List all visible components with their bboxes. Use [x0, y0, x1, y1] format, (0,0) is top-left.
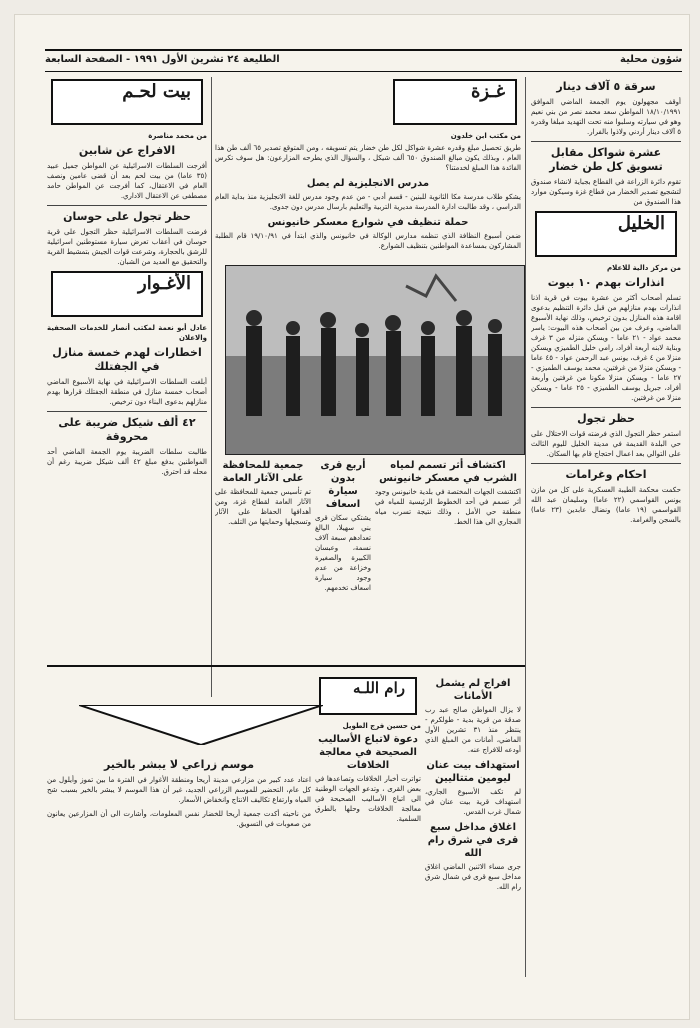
section-label-jordan-valley: الأغـوار: [138, 273, 191, 294]
headline-sentences: احكام وغرامات: [565, 468, 647, 481]
section-label-gaza: غـزة: [470, 81, 505, 102]
article-season-body: اعتاد عدد كبير من مزارعي مدينة أريحا ومنطقة الأغوار في الفترة ما بين تموز وأيلول من كل عام، التحضير للموسم الزراعي الجديد، غير أن هذا الموسم لا يبشر بالخير بسبب شح المياه وارتفاع تكاليف الانتاج وانخفاض الأسعار.: [47, 776, 311, 804]
section-banner-bethlehem: [51, 79, 203, 125]
headline-season: موسم زراعي لا يبشر بالخير: [103, 758, 255, 771]
headline-beit-anan: استهداف بيت عنان ليومين متتاليين: [426, 760, 520, 784]
ramallah-article: [315, 675, 421, 1005]
section-label-bethlehem: بيت لحـم: [122, 81, 191, 102]
headline-theft: سرقة ٥ آلاف دينار: [556, 80, 656, 93]
headline-vegetable-fee: عشرة شواكل مقابل تسويق كل طن خضار: [549, 146, 663, 173]
byline-abu-naama: عادل أبو نعمة لمكتب أنصار للخدمات الصحفية والاعلان: [47, 324, 207, 342]
cleaning-campaign-photo: [225, 265, 525, 455]
article-curfew-hebron-body: استمر حظر التجول الذي فرضته قوات الاحتلال على حي البلدة القديمة في مدينة الخليل لليوم الثالث على التوالي بعد اعمال احتجاج قام بها السكان.: [531, 430, 681, 458]
headline-demolition: انذارات بهدم ١٠ بيوت: [547, 276, 665, 289]
byline-ibn-khaldoun: من مكتب ابن خلدون: [450, 132, 521, 140]
headline-curfew-hebron: حظر تجول: [577, 412, 635, 425]
article-antiquities-body: تم تأسيس جمعية للمحافظة على الآثار العامة لقطاع غزة، ومن أهدافها الحفاظ على الآثار وتسجيلها وحمايتها من التلف.: [215, 488, 311, 526]
article-vegetable-fee-body: تقوم دائرة الزراعة في القطاع بجباية لانشاء صندوق لتشجيع تصدير الخضار من قطاع غزة وسيكون موارد هذا الصندوق من: [531, 178, 681, 206]
article-beit-anan-body: لم تكف الأسبوع الجاري، استهداف قرية بيت عنان في شمال غرب القدس.: [425, 788, 521, 816]
article-season-continued: من ناحيته أكدت جمعية أريحا للخضار نفس المعلومات، وأشارت الى أن المزارعين يعانون من صعوبات في التسويق.: [47, 810, 311, 828]
article-english-teacher-body: يشكو طلاب مدرسة مكا الثانوية للبنين - قسم أدبي - من عدم وجود مدرس للغة الانجليزية منذ بداية العام الدراسي ، وقد طالبت ادارة المدرسة مديرية التربية والتعليم بارسال مدرس دون جدوى.: [215, 193, 521, 211]
article-disputes-body: تواترت أخبار الخلافات وتصاعدها في بعض القرى ، وتدعو الجهات الوطنية الى اتباع الأساليب الصحيحة في معالجة الخلافات وحلها بالطرق السلمية.: [315, 775, 421, 823]
section-banner-jordan-valley: [51, 271, 203, 317]
water-poison-article: [375, 457, 521, 667]
article-theft-body: أوقف مجهولون يوم الجمعة الماضي الموافق ١٨/١٠/١٩٩١ المواطن سعد محمد نصر من بني نعيم وهو في سيارته وسلبوا منه تحت التهديد مبلغا وقدره ٥ آلاف دينار أردني ولاذوا بالفرار.: [531, 98, 681, 136]
right-column: [531, 77, 681, 977]
column-rule-left: [211, 77, 212, 697]
article-tax-body: طالبت سلطات الضريبة يوم الجمعة الماضي أحد المواطنين بدفع مبلغ ٤٢ ألف شيكل ضريبة رغم أن محله قد احترق.: [47, 448, 207, 476]
headline-disputes: دعوة لاتباع الأساليب الصحيحة في معالجة الخلافات: [318, 734, 418, 771]
bottom-band-rule: [47, 665, 525, 667]
headline-deposits: افراج لم يشمل الأمانات: [435, 678, 511, 702]
headline-village-closure: اغلاق مداخل سبع قرى في شرق رام الله: [427, 822, 519, 859]
column-rule: [525, 77, 526, 977]
section-name: شؤون محلية: [620, 54, 682, 65]
antiquities-article: [215, 457, 311, 667]
headline-water-poison: اكتشاف أثر تسمم لمياه الشرب في معسكر خانيونس: [379, 460, 517, 484]
agriculture-article: [47, 755, 311, 1005]
byline-manasra: من محمد مناصرة: [148, 132, 207, 140]
headline-tax: ٤٢ ألف شيكل ضريبة على محروقة: [58, 416, 196, 443]
newspaper-page: [14, 14, 690, 1020]
headline-jiftlik: اخطارات لهدم خمسة منازل في الجفتلك: [52, 346, 202, 373]
byline-dalia: من مركز دالية للاعلام: [607, 264, 681, 272]
headline-release: الافراج عن شابين: [78, 144, 176, 157]
section-banner-gaza: [393, 79, 517, 125]
article-village-closure-body: جرى مساء الاثنين الماضي اغلاق مداخل سبع قرى في شمال شرق رام الله.: [425, 863, 521, 891]
headline-curfew-husan: حظر تجول على حوسان: [63, 210, 191, 223]
section-banner-hebron: [535, 211, 677, 257]
article-release-body: أفرجت السلطات الاسرائيلية عن المواطن جميل عبيد (٣٥ عاما) من بيت لحم بعد أن قضى عامين ونصف العام في الاعتقال، كما أفرجت عن المواطن حامد مصطفى عن الاعتقال الاداري.: [47, 162, 207, 200]
article-curfew-husan-body: فرضت السلطات الاسرائيلية حظر التجول على قرية حوسان في أعقاب تعرض سيارة مستوطنين اسرائيلية للرشق بالحجارة، وشرعت قوات الجيش بتمشيط القرية والتحقيق مع العديد من الشبان.: [47, 228, 207, 266]
section-label-hebron: الخليل: [617, 213, 665, 234]
headline-cleaning-campaign: حملة تنظيف في شوارع معسكر خانيونس: [267, 217, 469, 228]
article-cleaning-body: ضمن أسبوع النظافة الذي تنظمه مدارس الوكالة في خانيونس والذي ابتدأ في ١٩/١٠/٩١ قام الطلبة المشاركون بمساعدة المواطنين بتنظيف الشوارع.: [215, 232, 521, 250]
article-sentences-body: حكمت محكمة الطيبة العسكرية على كل من مازن يونس القواسمي (٢٢ عاما) وسليمان عبد الله القواسمي (١٩ عاما) ونضال عابدين (٢٣ عاما) بالسجن والغرامة.: [531, 486, 681, 524]
article-jiftlik-body: أبلغت السلطات الاسرائيلية في نهاية الأسبوع الماضي أصحاب خمسة منازل في منطقة الجفتلك قرارها بهدم منازلهم بدعوى البناء دون ترخيص.: [47, 378, 207, 406]
page-folio: [45, 49, 682, 72]
headline-english-teacher: مدرس الانجليزية لم يصل: [306, 178, 430, 189]
section-label-ramallah: رام اللـه: [352, 679, 405, 697]
left-column: [47, 77, 207, 687]
edition-date: الطليعة ٢٤ تشرين الأول ١٩٩١ - الصفحة السابعة: [45, 54, 280, 65]
bottom-right-articles: [425, 675, 521, 1005]
article-fund-body: طريق تحصيل مبلغ وقدره عشرة شواكل لكل طن خضار يتم تسويقه ، ومن المتوقع تصدير ٦٥ ألف طن هذا العام ، وبذلك يكون مبالغ الصندوق ٦٥٠ ألف شيكل ، والسؤال الذي يطرحه المزارعون: هل سوف تكرس الفائدة هذا المبلغ لخدمتنا؟: [215, 144, 521, 172]
article-deposits-body: لا يزال المواطن صالح عبد رب صدقة من قرية بدية - طولكرم - ينتظر منذ ٣١ تشرين الأول الماضي، أمانات من المبلغ الذي أودعه للافراج عنه.: [425, 706, 521, 754]
article-demolition-body: تسلم أصحاب أكثر من عشرة بيوت في قرية اذنا انذارات بهدم منازلهم من قبل دائرة التنظيم بدعوى اقامة هذه المنازل بدون ترخيص، وذلك نهاية الأسبوع الماضي، وعرف من بين أصحاب هذه البيوت: ياسر محمد عواد - ٢١ عاما - ويسكن منزله من ٣ غرف وبناية لابنه أربعة أفراد، رامي خليل الطميزي ويسكن منزلا من ٤ غرف، يونس عبد الرحمن عواد - ٤٥ عاما - ويسكن منزلا من غرفتين، محمد يوسف الطميزي - ٢٧ عاما - ويسكن منزلا مكونا من غرفتين وأربعة أفراد، جبريل يوسف الطميزي - ٢٥ عاما - ويسكن منزلا من غرفتين.: [531, 294, 681, 402]
article-ambulance-body: يشتكي سكان قرى بني سهيلا، البالغ تعدادهم سبعة آلاف نسمة، وعبسان الكبيرة والصغيرة وخزاعة من عدم وجود سيارة اسعاف تخدمهم.: [315, 514, 371, 592]
ambulance-article: [315, 457, 371, 667]
season-banner-arrow: [79, 705, 323, 745]
section-banner-ramallah: [319, 677, 417, 715]
byline-tawil: من حسين فرج الطويل: [342, 722, 421, 730]
center-column-top: [215, 77, 521, 257]
headline-ambulance: أربع قرى بدون سيارة اسعاف: [320, 460, 366, 510]
headline-antiquities: جمعية للمحافظة على الآثار العامة: [222, 460, 304, 484]
article-water-poison-body: اكتشفت الجهات المختصة في بلدية خانيونس وجود أثر تسمم في أحد الخطوط الرئيسية للمياه في منطقة حي الأمل ، وذلك نتيجة تسرب مياه المجاري الى هذا الخط.: [375, 488, 521, 526]
